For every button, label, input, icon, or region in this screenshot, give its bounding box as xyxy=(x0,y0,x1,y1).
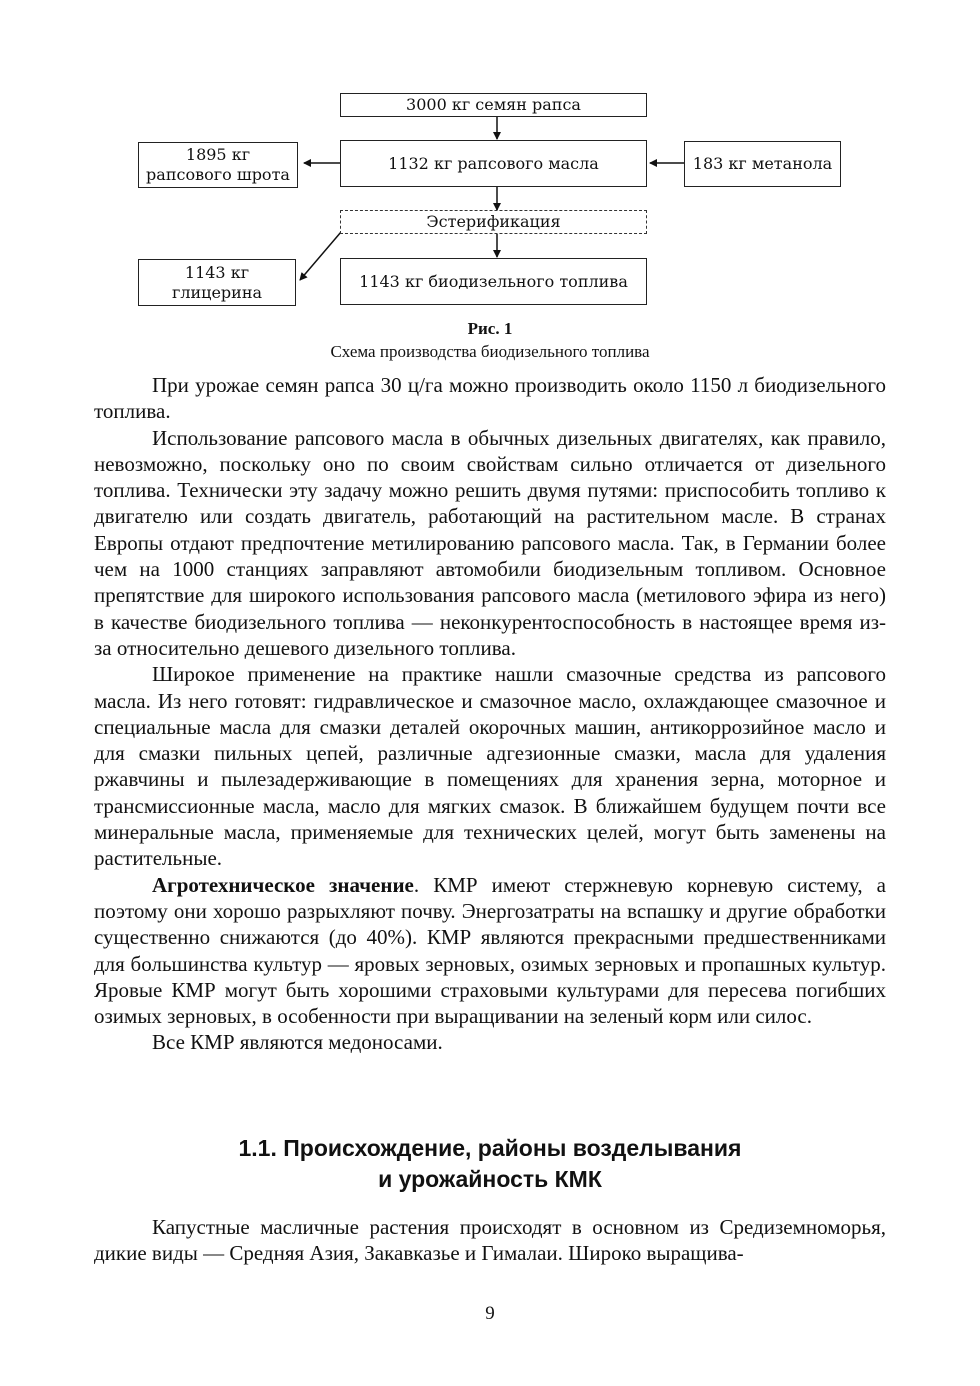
section-number: 1.1. xyxy=(238,1135,277,1161)
paragraph-4-bold: Агротехническое значение xyxy=(152,872,414,897)
section-title-line2: и урожайность КМК xyxy=(378,1166,602,1192)
section-paragraph-1: Капустные масличные растения происходят в основном из Средиземноморья, дикие виды — Средняя Азия, Закавказье и Гималаи. Широко выращива- xyxy=(94,1215,886,1266)
box-glycerin xyxy=(138,259,296,306)
box-seeds-label: 3000 кг семян рапса xyxy=(406,95,581,114)
arrow-ester-to-glycerin xyxy=(300,232,341,280)
box-glycerin-line2: глицерина xyxy=(171,282,263,302)
paragraph-3: Широкое применение на практике нашли смазочные средства из рапсового масла. Из него готовят: гидравлическое и смазочное масло, охлаждающее смазочное и специальные масла для смазки деталей окорочных машин, антикоррозийное масло и для смазки пильных цепей, различные адгезионные смазки, масла для удаления ржавчины и пылезадерживающие в помещениях для хранения зерна, моторное и трансмиссионные масла, масло для мягких смазок. В ближайшем будущем почти все минеральные масла, применяемые для технических целей, могут быть заменены на растительные. xyxy=(94,662,886,871)
section-heading xyxy=(94,1133,886,1195)
paragraph-1: При урожае семян рапса 30 ц/га можно производить около 1150 л биодизельного топлива. xyxy=(94,373,886,424)
body-text xyxy=(94,372,886,1056)
paragraph-2: Использование рапсового масла в обычных дизельных двигателях, как правило, невозможно, поскольку оно по своим свойствам сильно отличается от дизельного топлива. Технически эту задачу можно решить двумя путями: приспособить топливо к двигателю или создать двигатель, работающий на растительном масле. В странах Европы отдают предпочтение метилированию рапсового масла. Так, в Германии более чем на 1000 станциях заправляют автомобили биодизельным топливом. Основное препятствие для широкого использования рапсового масла (метилового эфира из него) в качестве биодизельного топлива — неконкурентоспособность в настоящее время из-за относительно дешевого дизельного топлива. xyxy=(94,425,886,660)
box-methanol-label: 183 кг метанола xyxy=(692,154,833,173)
figure-label: Рис. 1 xyxy=(467,319,513,338)
box-meal-line1: 1895 кг xyxy=(185,145,251,164)
box-biodiesel xyxy=(340,258,647,305)
section-text xyxy=(94,1214,886,1267)
paragraph-5: Все КМР являются медоносами. xyxy=(152,1030,443,1055)
box-meal-line2: рапсового шрота xyxy=(146,165,290,184)
box-oil xyxy=(340,140,647,187)
box-oil-label: 1132 кг рапсового масла xyxy=(388,153,599,173)
page-number: 9 xyxy=(485,1303,495,1324)
box-meal xyxy=(138,142,298,188)
box-esterification-label: Эстерификация xyxy=(426,212,561,231)
paragraph-4-rest: . КМР имеют стержневую корневую систему, а поэтому они хорошо разрыхляют почву. Энергозатраты на вспашку и другие обработки существенно снижаются (до 40%). КМР являются прекрасными предшественниками для большинства культур — яровых зерновых, озимых зерновых и пропашных культур. Яровые КМР могут быть хорошими страховыми культурами для пересева погибших озимых зерновых, в особенности при выращивании на зеленый корм или силос. xyxy=(94,872,886,1029)
box-biodiesel-label: 1143 кг биодизельного топлива xyxy=(359,271,628,291)
box-methanol xyxy=(684,141,841,187)
section-title-line1: Происхождение, районы возделывания xyxy=(283,1135,742,1161)
figure-caption: Схема производства биодизельного топлива xyxy=(330,342,650,361)
box-seeds xyxy=(340,93,647,117)
box-esterification xyxy=(340,210,647,234)
biodiesel-production-diagram xyxy=(0,0,980,320)
box-glycerin-line1: 1143 кг xyxy=(184,262,250,282)
paragraph-4 xyxy=(94,872,886,1030)
